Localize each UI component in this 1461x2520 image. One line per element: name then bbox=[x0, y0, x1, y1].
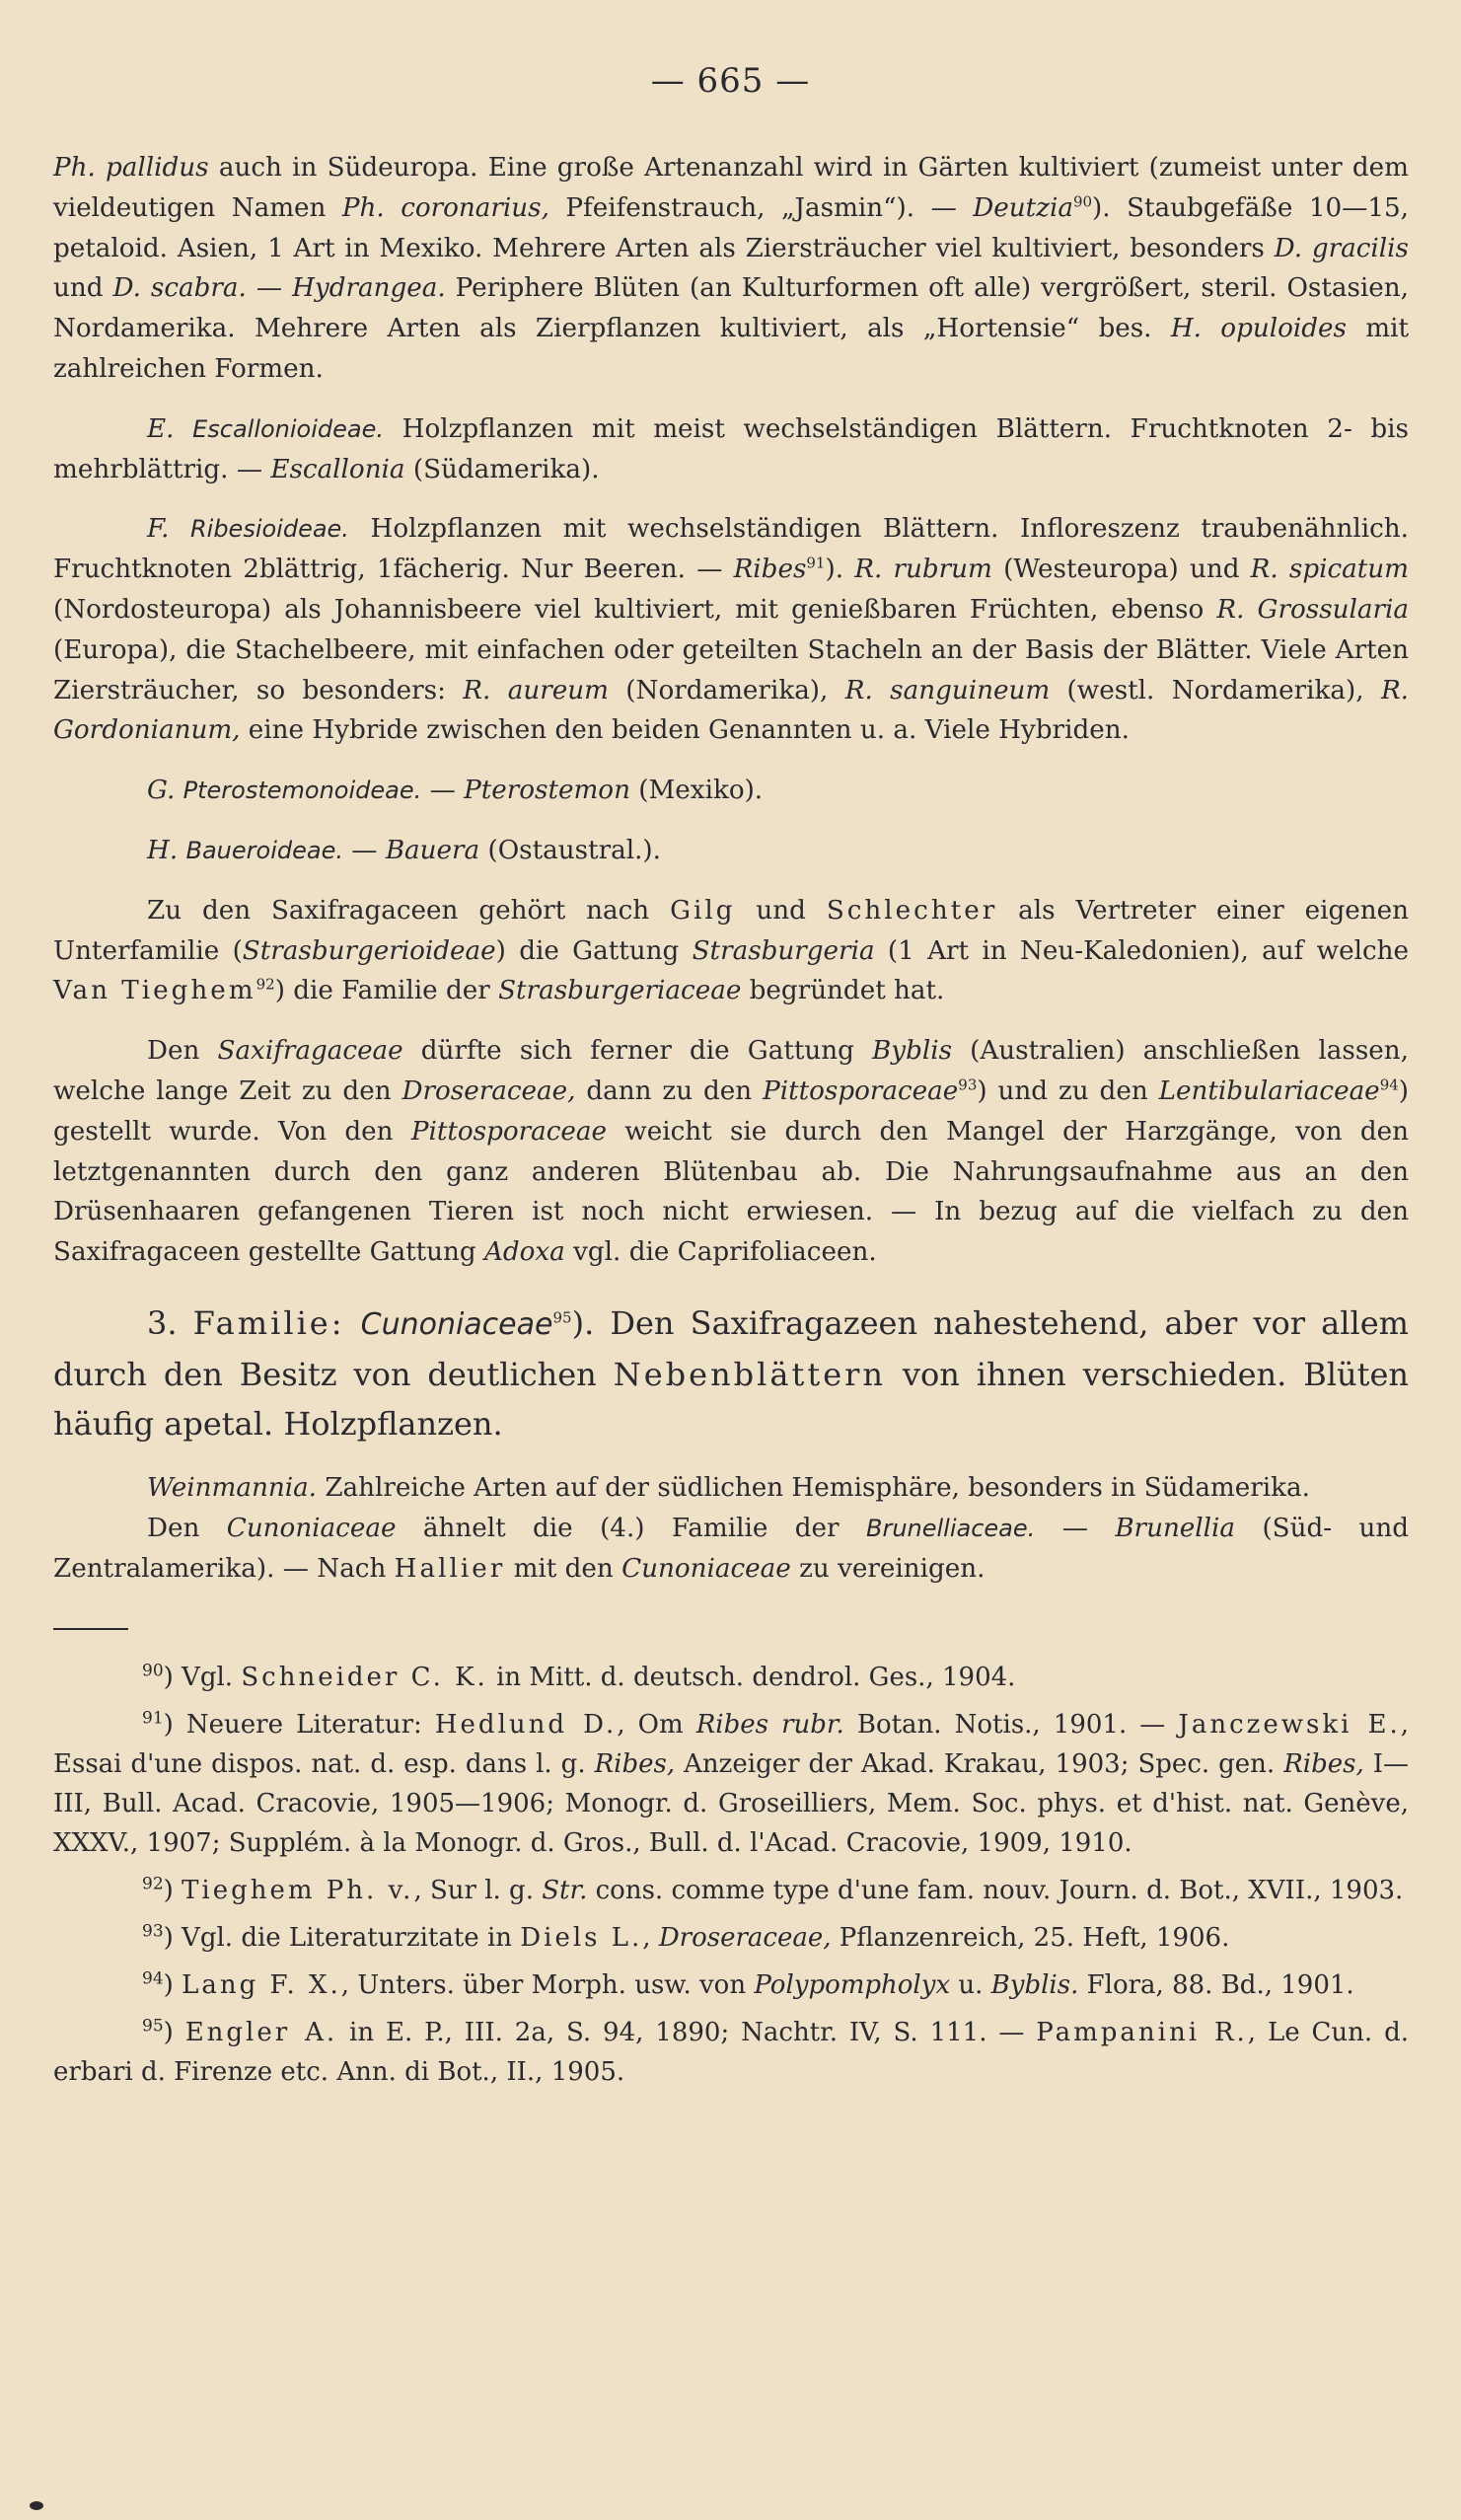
paragraph-pterostemonoideae: G. Pterostemonoideae. — Pterostemon (Mexiko). bbox=[147, 776, 764, 806]
footnote-93: $^{93}$) Vgl. die Literaturzitate in Diels L., Droseraceae, Pflanzenreich, 25. Heft, 1906. bbox=[142, 1921, 1230, 1954]
footnote-94: $^{94}$) Lang F. X., Unters. über Morph. usw. von Polypompholyx u. Byblis. Flora, 88. Bd., 1901. bbox=[142, 1968, 1354, 2001]
paragraph-byblis: Den Saxifragaceae dürfte sich ferner die Gattung Byblis (Australien) anschließen lassen, welche lange Zeit zu den Droseraceae, dann zu den Pittosporaceae$^{93}$) und zu den Lentibulariaceae$^{94}$) gestellt wurde. Von den Pittosporaceae weicht sie durch den Mangel der Harzgänge, von den letztgenannten durch den ganz anderen Blütenbau ab. Die Nahrungsaufnahme aus an den Drüsenhaaren gefangenen Tieren ist noch nicht erwiesen. — In bezug auf die vielfach zu den Saxifragaceen gestellte Gattung Adoxa vgl. die Caprifoliaceen. bbox=[53, 1036, 1409, 1268]
paragraph-baueroideae: H. Baueroideae. — Bauera (Ostaustral.). bbox=[147, 835, 661, 865]
main-text bbox=[53, 148, 1409, 2100]
footnote-91: $^{91}$) Neuere Literatur: Hedlund D., Om Ribes rubr. Botan. Notis., 1901. — Janczewski E., Essai d'une dispos. nat. d. esp. dans l. g. Ribes, Anzeiger der Akad. Krakau, 1903; Spec. gen. Ribes, I—III, Bull. Acad. Cracovie, 1905—1906; Monogr. d. Groseilliers, Mem. Soc. phys. et d'hist. nat. Genève, XXXV., 1907; Supplém. à la Monogr. d. Gros., Bull. d. l'Acad. Cracovie, 1909, 1910. bbox=[53, 1708, 1410, 1859]
page-number: — 665 — bbox=[650, 61, 811, 101]
footnote-92: $^{92}$) Tieghem Ph. v., Sur l. g. Str. cons. comme type d'une fam. nouv. Journ. d. Bot., XVII., 1903. bbox=[142, 1874, 1404, 1906]
paragraph-escallonioideae: E. Escallonioideae. Holzpflanzen mit meist wechselständigen Blättern. Fruchtknoten 2- bis mehrblättrig. — Escallonia (Südamerika). bbox=[53, 413, 1409, 484]
footnote-95: $^{95}$) Engler A. in E. P., III. 2a, S. 94, 1890; Nachtr. IV, S. 111. — Pampanini R., Le Cun. d. erbari d. Firenze etc. Ann. di Bot., II., 1905. bbox=[53, 2016, 1409, 2088]
footnotes bbox=[53, 1658, 1409, 2092]
paragraph-strasburgeria: Zu den Saxifragaceen gehört nach Gilg und Schlechter als Vertreter einer eigenen Unterfamilie (Strasburgerioideae) die Gattung Strasburgeria (1 Art in Neu-Kaledonien), auf welche Van Tieghem$^{92}$) die Familie der Strasburgeriaceae begründet hat. bbox=[53, 895, 1410, 1006]
ink-spot bbox=[30, 2501, 43, 2510]
paragraph-philadelphus: Ph. pallidus auch in Südeuropa. Eine große Artenanzahl wird in Gärten kultiviert (zumeist unter dem vieldeutigen Namen Ph. coronarius, Pfeifenstrauch, „Jasmin“). — Deutzia$^{90}$). Staubgefäße 10—15, petaloid. Asien, 1 Art in Mexiko. Mehrere Arten als Ziersträucher viel kultiviert, besonders D. gracilis und D. scabra. — Hydrangea. Periphere Blüten (an Kulturformen oft alle) vergrößert, steril. Ostasien, Nordamerika. Mehrere Arten als Zierpflanzen kultiviert, als „Hortensie“ bes. H. opuloides mit zahlreichen Formen. bbox=[53, 153, 1410, 384]
footnote-divider bbox=[53, 1628, 128, 1630]
footnote-90: $^{90}$) Vgl. Schneider C. K. in Mitt. d. deutsch. dendrol. Ges., 1904. bbox=[142, 1661, 1016, 1693]
paragraph-brunelliaceae: Den Cunoniaceae ähnelt die (4.) Familie der Brunelliaceae. — Brunellia (Süd- und Zentralamerika). — Nach Hallier mit den Cunoniaceae zu vereinigen. bbox=[53, 1513, 1410, 1584]
paragraph-weinmannia: Weinmannia. Zahlreiche Arten auf der südlichen Hemisphäre, besonders in Südamerika. bbox=[147, 1472, 1310, 1503]
paragraph-ribesioideae: F. Ribesioideae. Holzpflanzen mit wechselständigen Blättern. Infloreszenz traubenähnlich. Fruchtknoten 2blättrig, 1fächerig. Nur Beeren. — Ribes$^{91}$). R. rubrum (Westeuropa) und R. spicatum (Nordosteuropa) als Johannisbeere viel kultiviert, mit genießbaren Früchten, ebenso R. Grossularia (Europa), die Stachelbeere, mit einfachen oder geteilten Stacheln an der Basis der Blätter. Viele Arten Ziersträucher, so besonders: R. aureum (Nordamerika), R. sanguineum (westl. Nordamerika), R. Gordonianum, eine Hybride zwischen den beiden Genannten u. a. Viele Hybriden. bbox=[53, 514, 1410, 746]
family-heading-cunoniaceae: 3. Familie: Cunoniaceae$^{95}$). Den Saxifragazeen nahestehend, aber vor allem durch den Besitz von deutlichen Nebenblättern von ihnen verschieden. Blüten häufig apetal. Holzpflanzen. bbox=[53, 1303, 1410, 1443]
